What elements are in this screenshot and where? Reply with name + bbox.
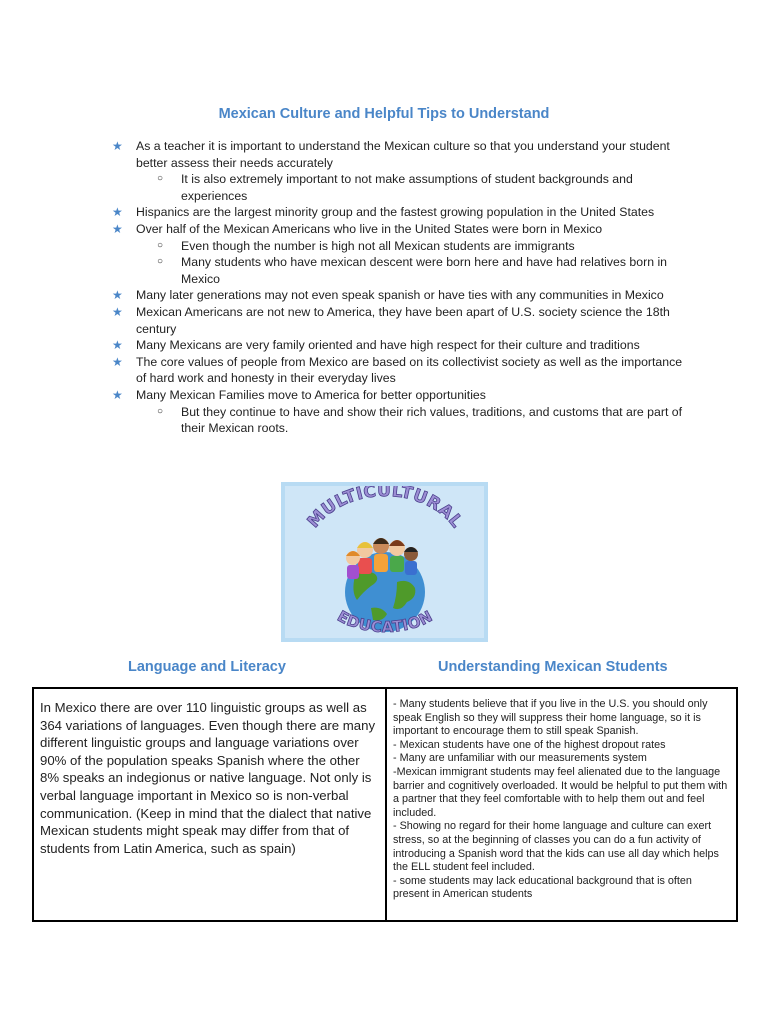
list-item	[112, 304, 692, 337]
list-item-text: As a teacher it is important to understand the Mexican culture so that you understand your student better assess their needs accurately	[136, 139, 670, 170]
understanding-students-heading: Understanding Mexican Students	[438, 659, 668, 675]
list-item-text: Many Mexican Families move to America for better opportunities	[136, 387, 486, 402]
list-item: - Many are unfamiliar with our measurements system	[393, 752, 647, 765]
list-item-text: The core values of people from Mexico are based on its collectivist society as well as the importance of hard work and honesty in their everyday lives	[136, 354, 683, 386]
list-item-text: Over half of the Mexican Americans who live in the United States were born in Mexico	[136, 221, 603, 236]
sub-list-item-text: Many students who have mexican descent were born here and have had relatives born in Mexico	[181, 255, 668, 286]
list-item: - some students may lack educational background that is often present in American students	[393, 874, 692, 901]
page-title: Mexican Culture and Helpful Tips to Understand	[218, 106, 550, 122]
sub-list-item	[112, 254, 692, 287]
sub-list-item-text: It is also extremely important to not make assumptions of student backgrounds and experiences	[181, 172, 633, 203]
list-item	[112, 337, 692, 354]
star-icon: ★	[112, 139, 123, 153]
star-icon: ★	[112, 221, 123, 236]
info-table	[32, 687, 738, 922]
sub-list-item	[112, 404, 692, 437]
star-icon: ★	[112, 205, 123, 220]
sub-list-item	[112, 171, 692, 204]
circle-bullet-icon: ○	[157, 256, 164, 268]
sub-list-item	[112, 238, 692, 255]
understanding-students-cell	[387, 689, 736, 920]
circle-bullet-icon: ○	[157, 405, 164, 417]
star-icon: ★	[112, 354, 123, 369]
list-item-text: Many Mexicans are very family oriented and have high respect for their culture and traditions	[136, 338, 640, 353]
list-item	[112, 204, 692, 221]
bullet-list	[112, 138, 692, 437]
circle-bullet-icon: ○	[157, 173, 164, 185]
language-literacy-cell: In Mexico there are over 110 linguistic groups as well as 364 variations of languages. Even though there are many different linguistic groups and language variations over 90% of the population speaks Spanish where the other 8% speaks an indegionus or native language. Not only is verbal language important in Mexico so is non-verbal communication. (Keep in mind that the dialect that native Mexican students might speak may differ from that of students from Latin America, such as spain)	[34, 689, 387, 920]
sub-list-item-text: But they continue to have and show their rich values, traditions, and customs that are part of their Mexican roots.	[181, 404, 683, 436]
list-item	[112, 221, 692, 238]
list-item-text: Many later generations may not even speak spanish or have ties with any communities in Mexico	[136, 288, 664, 303]
list-item-text: Hispanics are the largest minority group and the fastest growing population in the United States	[136, 205, 655, 220]
list-item	[112, 287, 692, 304]
multicultural-illustration	[285, 486, 484, 638]
banner-bottom-text: EDUCATION	[334, 607, 436, 637]
star-icon: ★	[112, 304, 123, 319]
list-item-text: Mexican Americans are not new to America, they have been apart of U.S. society science the 18th century	[136, 304, 670, 336]
banner-top-text: MULTICULTURAL	[303, 486, 467, 532]
list-item: - Mexican students have one of the highest dropout rates	[393, 738, 666, 751]
sub-list-item-text: Even though the number is high not all Mexican students are immigrants	[181, 238, 575, 253]
list-item	[112, 387, 692, 404]
list-item: - Many students believe that if you live in the U.S. you should only speak English so they will suppress their home language, so it is important to encourage them to still speak Spanish.	[393, 698, 708, 738]
list-item	[112, 354, 692, 387]
list-item	[112, 138, 692, 171]
list-item: - Showing no regard for their home language and culture can exert stress, so at the beginning of classes you can do a fun activity of introducing a Spanish word that the kids can use all day which helps the ELL student feel included.	[393, 820, 719, 874]
language-literacy-heading: Language and Literacy	[128, 659, 286, 675]
circle-bullet-icon: ○	[157, 239, 164, 251]
star-icon: ★	[112, 387, 123, 402]
star-icon: ★	[112, 338, 123, 353]
list-item: -Mexican immigrant students may feel alienated due to the language barrier and cognitively overloaded. It would be helpful to put them with a partner that they feel comfortable with to help them out and feel included.	[393, 765, 728, 819]
star-icon: ★	[112, 288, 123, 303]
multicultural-education-image	[281, 482, 488, 642]
